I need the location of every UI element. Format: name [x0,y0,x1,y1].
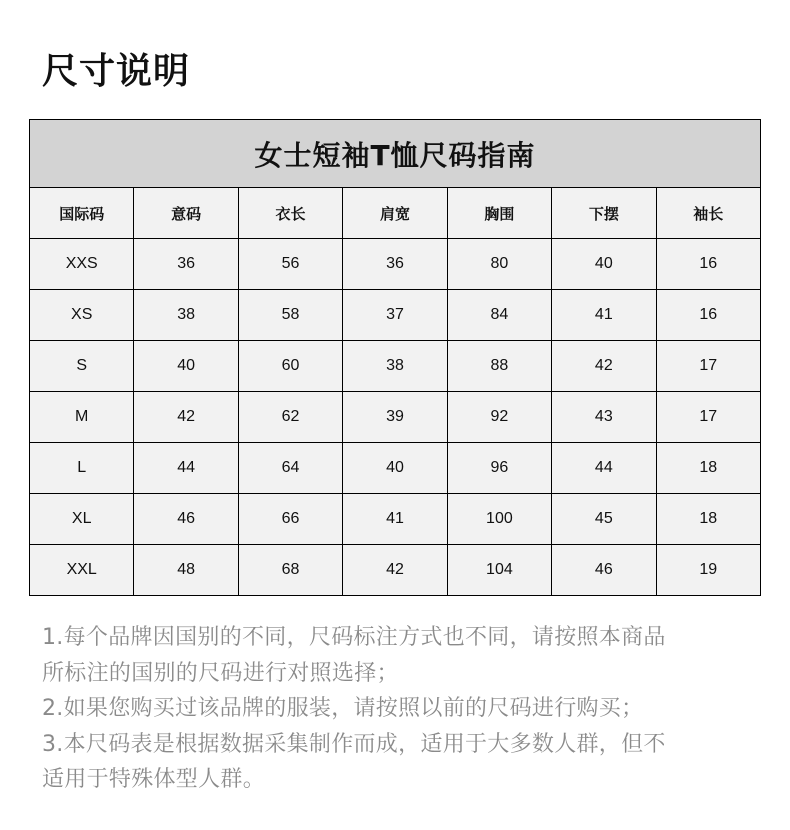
measurement-cell: 42 [134,392,238,443]
measurement-cell: 43 [552,392,656,443]
size-label-cell: XS [30,290,134,341]
measurement-cell: 18 [656,494,760,545]
measurement-cell: 36 [134,239,238,290]
size-label-cell: S [30,341,134,392]
measurement-cell: 38 [343,341,447,392]
measurement-cell: 92 [447,392,551,443]
measurement-cell: 45 [552,494,656,545]
note-line: 所标注的国别的尺码进行对照选择； [42,660,399,686]
table-row [30,290,761,341]
column-header: 意码 [134,188,238,239]
size-label-cell: XXL [30,545,134,596]
table-row [30,341,761,392]
note-line: 1.每个品牌因国别的不同，尺码标注方式也不同，请按照本商品 [42,625,666,650]
measurement-cell: 40 [134,341,238,392]
measurement-cell: 44 [552,443,656,494]
measurement-cell: 17 [656,341,760,392]
size-chart-table [29,119,761,596]
measurement-cell: 17 [656,392,760,443]
measurement-cell: 41 [343,494,447,545]
measurement-cell: 60 [238,341,342,392]
measurement-cell: 100 [447,494,551,545]
measurement-cell: 66 [238,494,342,545]
size-label-cell: M [30,392,134,443]
measurement-cell: 36 [343,239,447,290]
measurement-cell: 16 [656,290,760,341]
measurement-cell: 40 [552,239,656,290]
measurement-cell: 84 [447,290,551,341]
column-header: 胸围 [447,188,551,239]
size-chart-body [30,120,761,596]
measurement-cell: 39 [343,392,447,443]
measurement-cell: 42 [343,545,447,596]
measurement-cell: 46 [134,494,238,545]
table-header-row [30,188,761,239]
measurement-cell: 56 [238,239,342,290]
note-line: 3.本尺码表是根据数据采集制作而成，适用于大多数人群，但不 [42,731,666,757]
measurement-cell: 88 [447,341,551,392]
measurement-cell: 44 [134,443,238,494]
table-row [30,392,761,443]
measurement-cell: 41 [552,290,656,341]
table-row [30,494,761,545]
measurement-cell: 19 [656,545,760,596]
note-line: 2.如果您购买过该品牌的服装，请按照以前的尺码进行购买； [42,696,644,721]
table-row [30,239,761,290]
measurement-cell: 104 [447,545,551,596]
size-label-cell: XXS [30,239,134,290]
measurement-cell: 68 [238,545,342,596]
column-header: 国际码 [30,188,134,239]
size-label-cell: XL [30,494,134,545]
column-header: 袖长 [656,188,760,239]
measurement-cell: 62 [238,392,342,443]
page-title: 尺寸说明 [42,51,191,92]
measurement-cell: 38 [134,290,238,341]
measurement-cell: 58 [238,290,342,341]
measurement-cell: 16 [656,239,760,290]
measurement-cell: 80 [447,239,551,290]
measurement-cell: 37 [343,290,447,341]
size-label-cell: L [30,443,134,494]
measurement-cell: 42 [552,341,656,392]
measurement-cell: 96 [447,443,551,494]
table-caption: 女士短袖T恤尺码指南 [30,120,761,188]
column-header: 下摆 [552,188,656,239]
column-header: 衣长 [238,188,342,239]
measurement-cell: 46 [552,545,656,596]
measurement-cell: 40 [343,443,447,494]
measurement-cell: 18 [656,443,760,494]
size-notes [42,620,762,798]
measurement-cell: 64 [238,443,342,494]
measurement-cell: 48 [134,545,238,596]
table-row [30,443,761,494]
column-header: 肩宽 [343,188,447,239]
table-caption-row [30,120,761,188]
note-line: 适用于特殊体型人群。 [42,767,266,792]
table-row [30,545,761,596]
